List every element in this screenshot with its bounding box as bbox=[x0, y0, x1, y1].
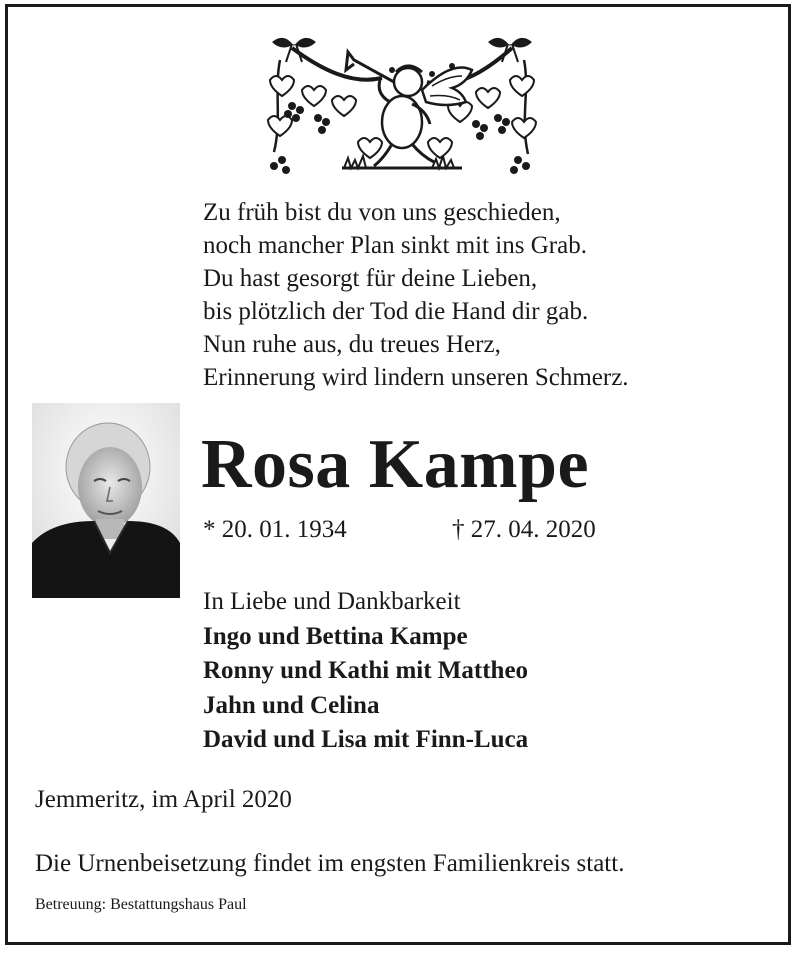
deceased-name: Rosa Kampe bbox=[201, 426, 590, 503]
poem-line: Erinnerung wird lindern unseren Schmerz. bbox=[203, 364, 629, 391]
mourners-lead: In Liebe und Dankbarkeit bbox=[203, 588, 461, 615]
burial-note: Die Urnenbeisetzung findet im engsten Familienkreis statt. bbox=[35, 850, 625, 877]
poem-line: Nun ruhe aus, du treues Herz, bbox=[203, 331, 501, 358]
mourner-family: David und Lisa mit Finn-Luca bbox=[203, 726, 529, 753]
mourner-family: Jahn und Celina bbox=[203, 691, 380, 719]
death-date: † 27. 04. 2020 bbox=[452, 516, 596, 543]
mourners-list bbox=[203, 585, 763, 758]
poem-line: noch mancher Plan sinkt mit ins Grab. bbox=[203, 232, 587, 259]
memorial-poem bbox=[203, 196, 763, 394]
poem-line: bis plötzlich der Tod die Hand dir gab. bbox=[203, 298, 589, 325]
cherub-garland-ornament-icon bbox=[262, 30, 542, 178]
poem-line: Du hast gesorgt für deine Lieben, bbox=[203, 265, 538, 292]
birth-date: * 20. 01. 1934 bbox=[203, 516, 347, 543]
portrait-photo bbox=[32, 403, 180, 598]
mourner-family: Ronny und Kathi mit Mattheo bbox=[203, 657, 529, 684]
funeral-home-note: Betreuung: Bestattungshaus Paul bbox=[35, 896, 247, 913]
mourner-family: Ingo und Bettina Kampe bbox=[203, 622, 468, 650]
place-and-date: Jemmeritz, im April 2020 bbox=[35, 786, 292, 813]
poem-line: Zu früh bist du von uns geschieden, bbox=[203, 199, 561, 226]
